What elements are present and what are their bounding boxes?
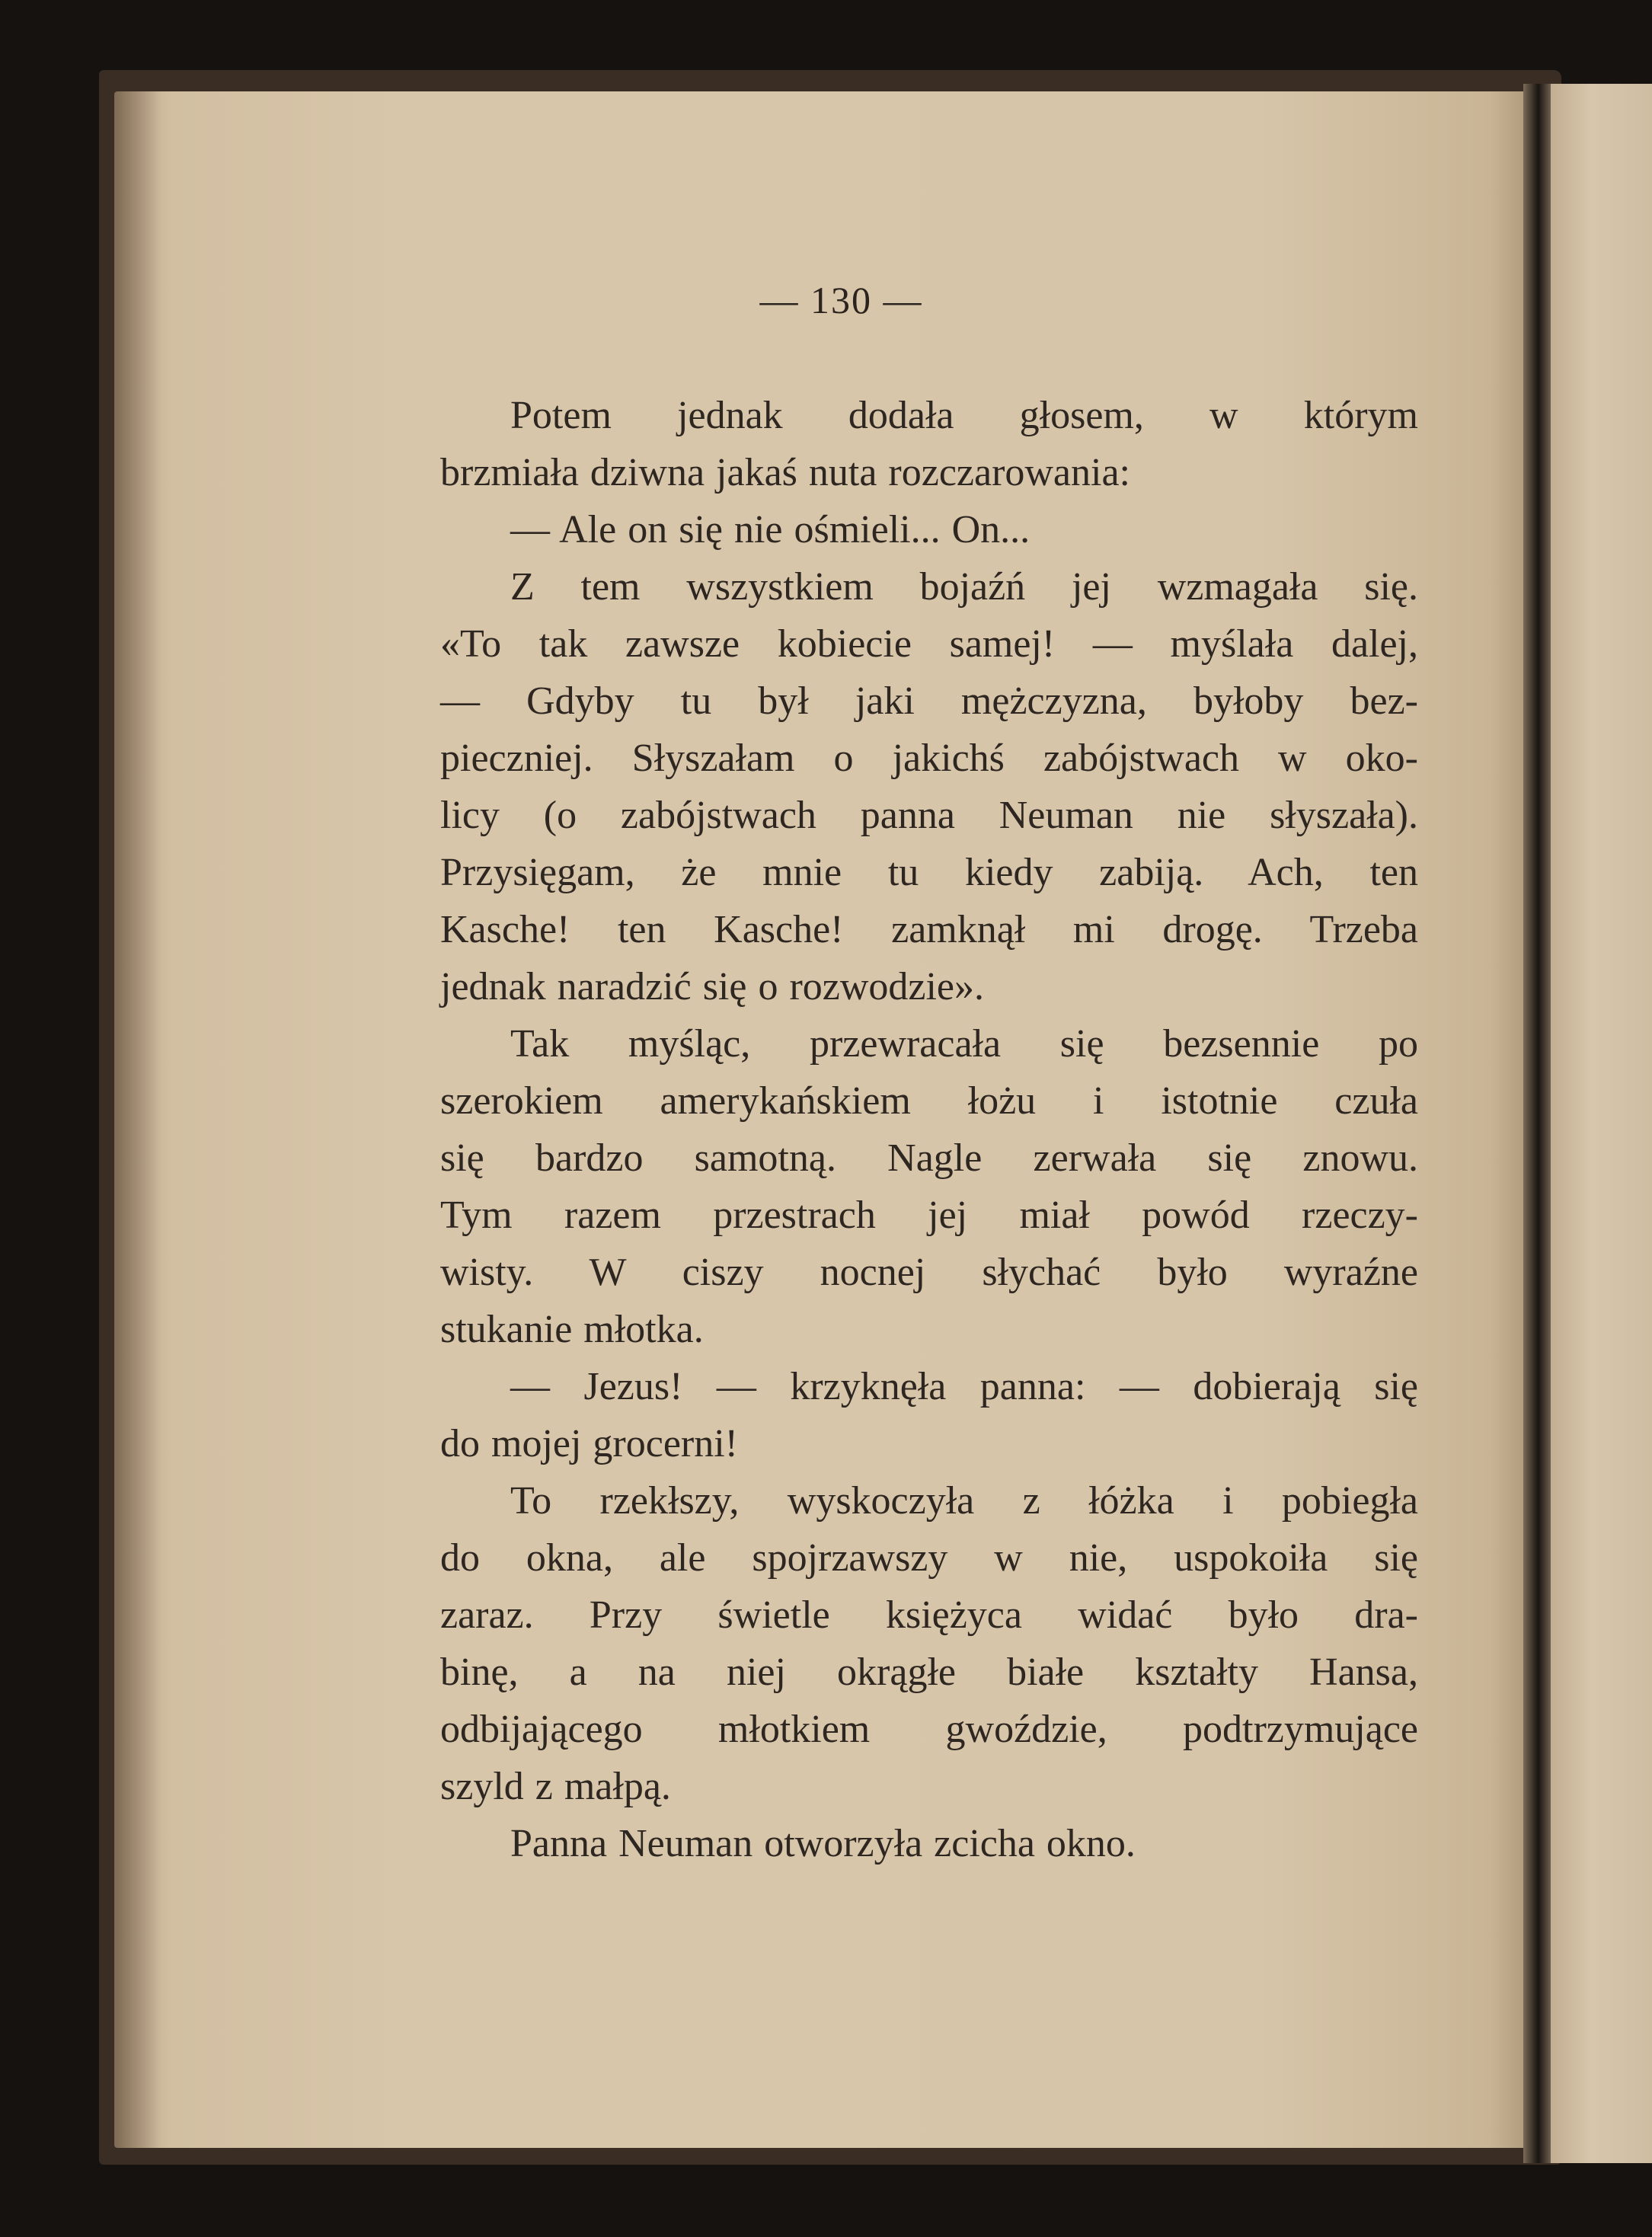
text-line: — Jezus! — krzyknęła panna: — dobierają się [510, 1365, 1418, 1408]
text-line: binę, a na niej okrągłe białe kształty Hansa, [440, 1651, 1418, 1694]
text-line: wisty. W ciszy nocnej słychać było wyraźne [440, 1251, 1418, 1294]
text-line: do mojej grocerni! [440, 1422, 738, 1465]
text-line: się bardzo samotną. Nagle zerwała się znowu. [440, 1136, 1418, 1180]
text-line: licy (o zabójstwach panna Neuman nie słyszała). [440, 794, 1418, 837]
text-line: stukanie młotka. [440, 1308, 704, 1351]
text-line: jednak naradzić się o rozwodzie». [440, 965, 985, 1008]
body-text [440, 387, 1418, 1872]
page-edge-shadow [114, 91, 160, 2148]
text-line: szyld z małpą. [440, 1765, 671, 1808]
text-line: «To tak zawsze kobiecie samej! — myślała dalej, [440, 622, 1418, 666]
text-line: Z tem wszystkiem bojaźń jej wzmagała się. [510, 565, 1418, 609]
text-line: szerokiem amerykańskiem łożu i istotnie czuła [440, 1079, 1418, 1123]
text-line: Przysięgam, że mnie tu kiedy zabiją. Ach, ten [440, 851, 1418, 894]
text-line: — Ale on się nie ośmieli... On... [510, 508, 1031, 551]
text-line: pieczniej. Słyszałam o jakichś zabójstwach w oko- [440, 737, 1418, 780]
text-line: do okna, ale spojrzawszy w nie, uspokoiła się [440, 1536, 1418, 1580]
text-line: brzmiała dziwna jakaś nuta rozczarowania: [440, 451, 1130, 494]
text-line: Kasche! ten Kasche! zamknął mi drogę. Trzeba [440, 908, 1418, 951]
text-line: To rzekłszy, wyskoczyła z łóżka i pobiegła [510, 1479, 1418, 1523]
page-number: — 130 — [759, 279, 923, 321]
facing-page-edge [1551, 84, 1652, 2163]
text-line: — Gdyby tu był jaki mężczyzna, byłoby bez- [440, 679, 1418, 723]
book-gutter [1523, 84, 1551, 2163]
text-line: zaraz. Przy świetle księżyca widać było dra- [440, 1593, 1418, 1637]
text-line: Potem jednak dodała głosem, w którym [510, 394, 1418, 437]
text-line: Panna Neuman otworzyła zcicha okno. [510, 1822, 1136, 1865]
text-line: odbijającego młotkiem gwoździe, podtrzymujące [440, 1708, 1418, 1751]
text-line: Tym razem przestrach jej miał powód rzeczy- [440, 1194, 1418, 1237]
text-line: Tak myśląc, przewracała się bezsennie po [510, 1022, 1418, 1066]
